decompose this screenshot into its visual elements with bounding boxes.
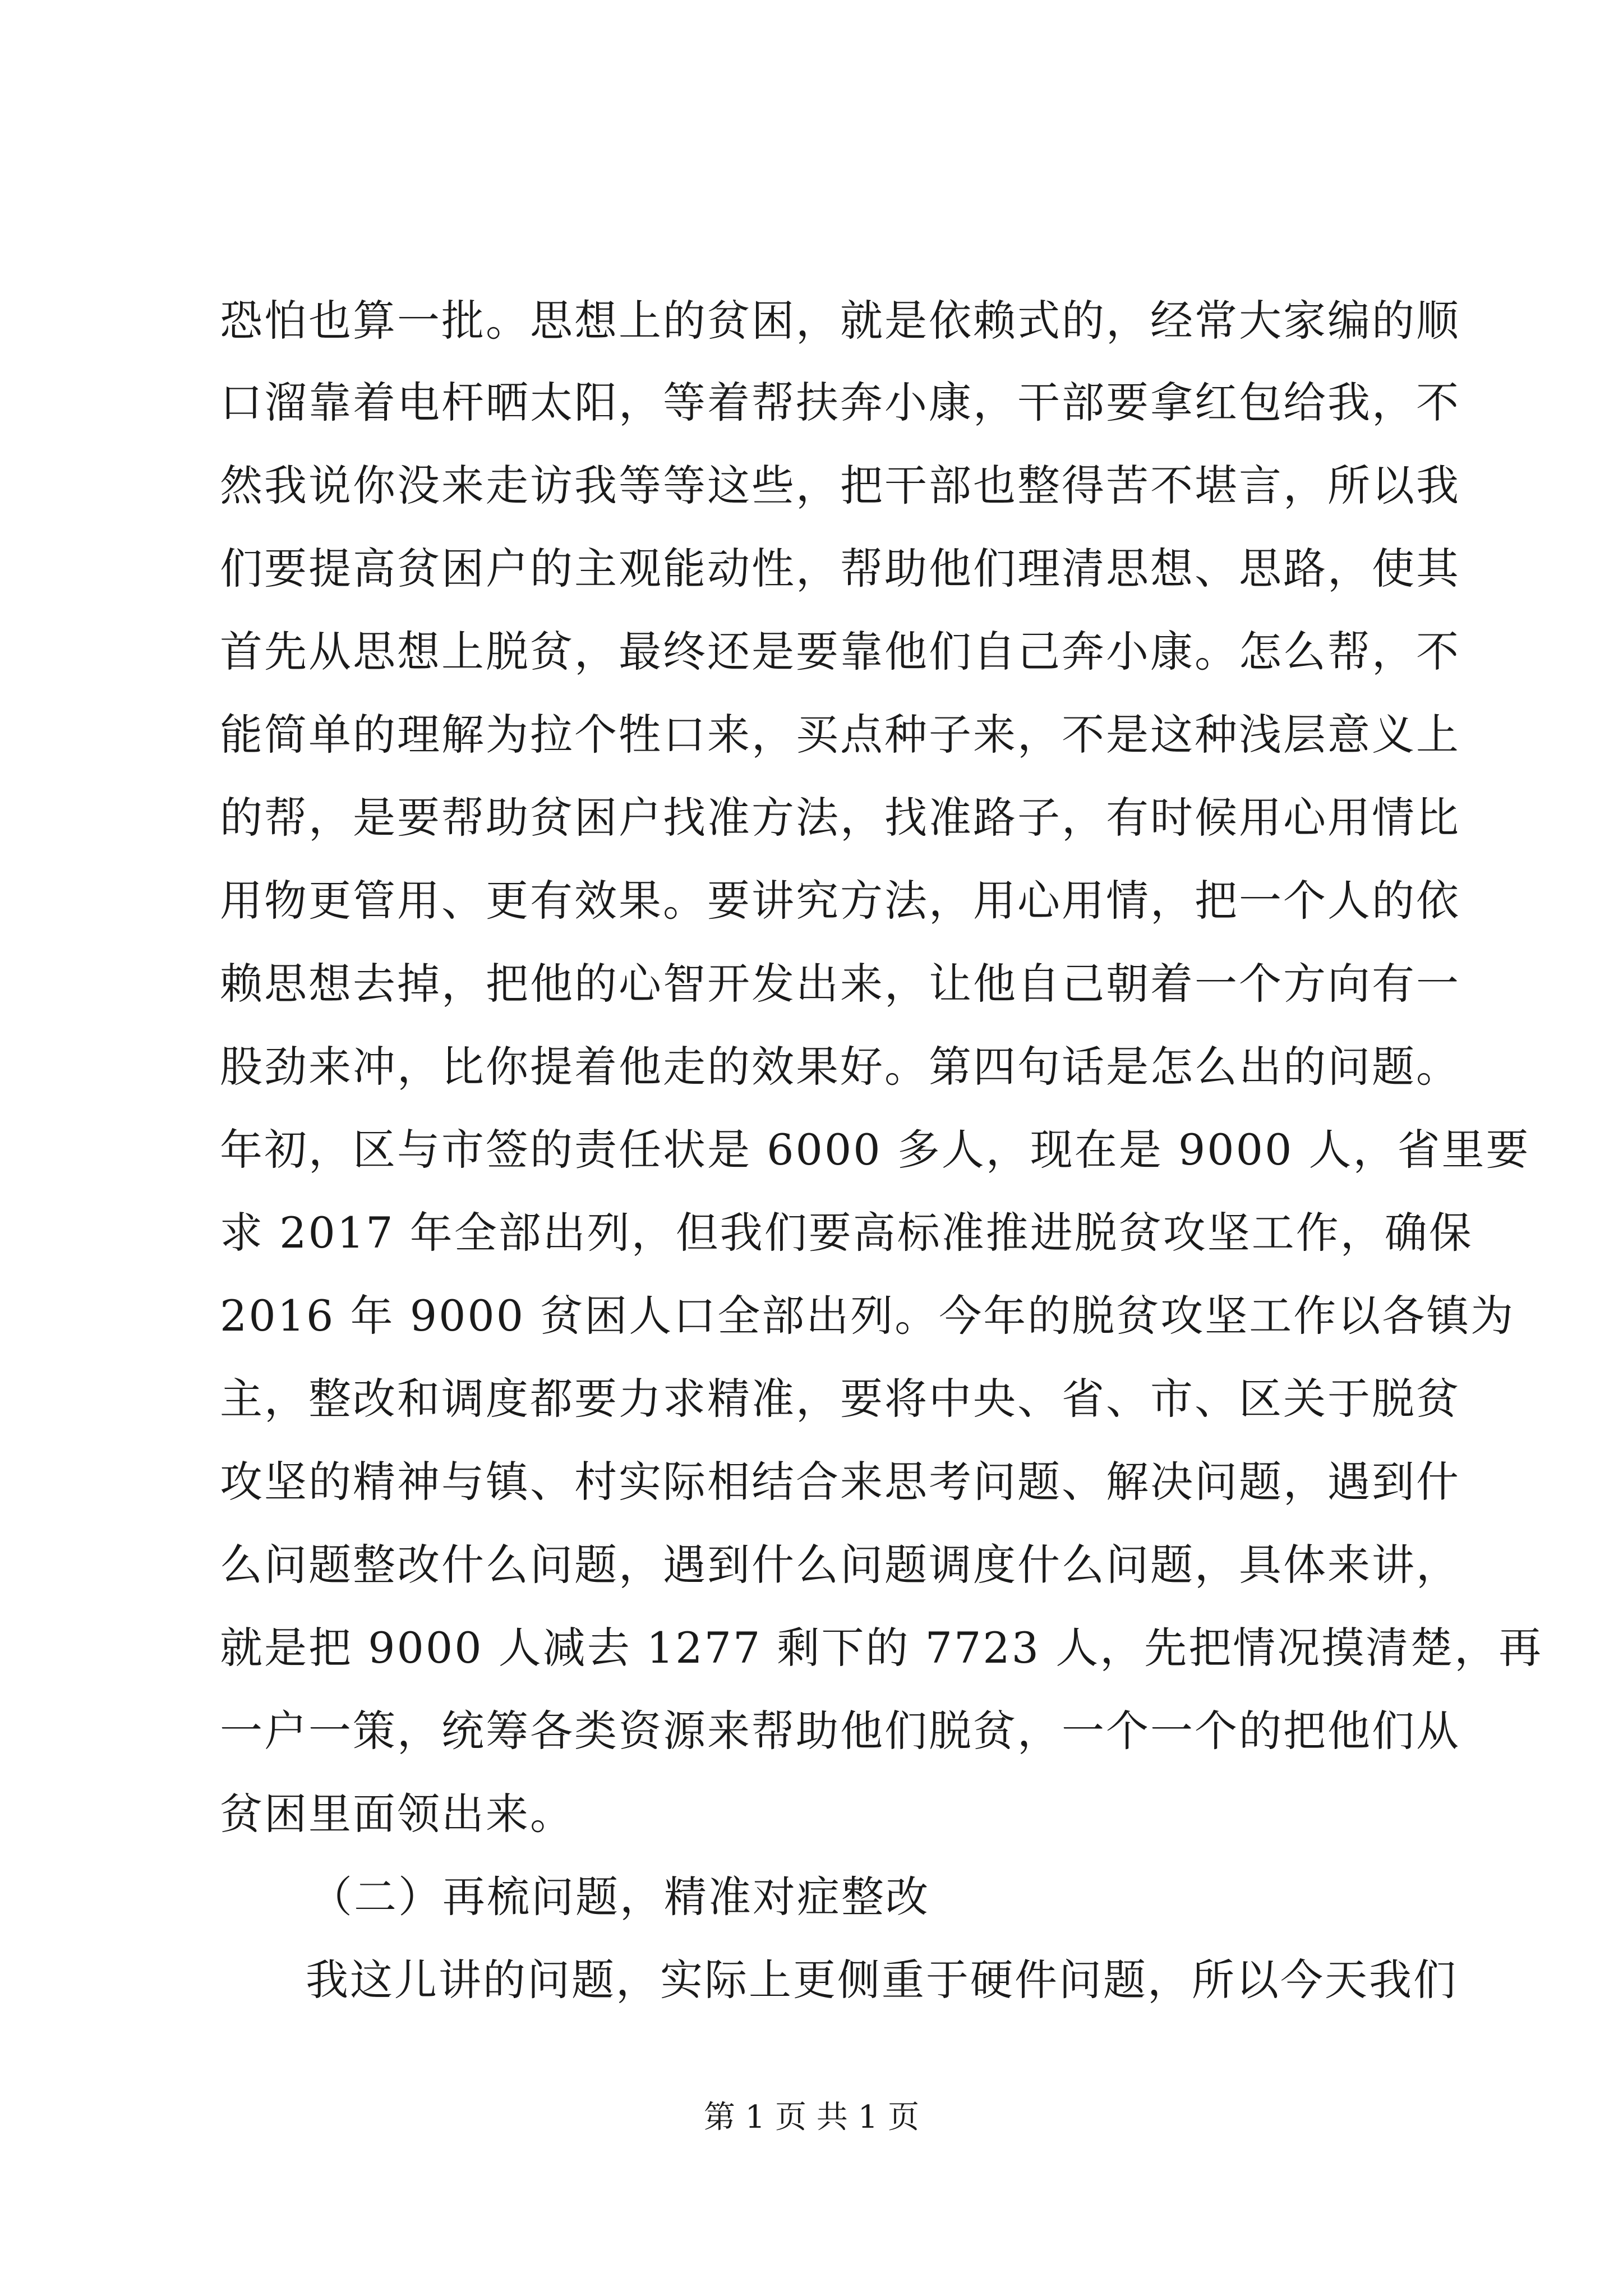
body-line-9: 赖思想去掉，把他的心智开发出来，让他自己朝着一个方向有一 — [220, 959, 1460, 1009]
page-footer: 第 1 页 共 1 页 — [703, 2099, 920, 2136]
paragraph-first-line: 我这儿讲的问题，实际上更侧重于硬件问题，所以今天我们 — [306, 1955, 1458, 2005]
body-line-1: 恐怕也算一批。思想上的贫困，就是依赖式的，经常大家编的顺 — [220, 296, 1460, 346]
body-line-19: 贫困里面领出来。 — [220, 1789, 574, 1839]
body-line-15: 攻坚的精神与镇、村实际相结合来思考问题、解决问题，遇到什 — [220, 1457, 1460, 1507]
body-line-18: 一户一策，统筹各类资源来帮助他们脱贫，一个一个的把他们从 — [220, 1706, 1460, 1756]
body-line-6: 能简单的理解为拉个牲口来，买点种子来，不是这种浅层意义上 — [220, 710, 1460, 760]
body-line-8: 用物更管用、更有效果。要讲究方法，用心用情，把一个人的依 — [220, 876, 1460, 926]
body-line-14: 主，整改和调度都要力求精准，要将中央、省、市、区关于脱贫 — [220, 1374, 1460, 1424]
body-line-2: 口溜靠着电杆晒太阳，等着帮扶奔小康，干部要拿红包给我，不 — [220, 378, 1460, 427]
body-line-5: 首先从思想上脱贫，最终还是要靠他们自己奔小康。怎么帮，不 — [220, 627, 1460, 677]
body-line-4: 们要提高贫困户的主观能动性，帮助他们理清思想、思路，使其 — [220, 544, 1460, 593]
body-line-13: 2016 年 9000 贫困人口全部出列。今年的脱贫攻坚工作以各镇为 — [220, 1291, 1515, 1341]
body-line-16: 么问题整改什么问题，遇到什么问题调度什么问题，具体来讲， — [220, 1540, 1460, 1590]
body-line-10: 股劲来冲，比你提着他走的效果好。第四句话是怎么出的问题。 — [220, 1042, 1460, 1092]
body-line-3: 然我说你没来走访我等等这些，把干部也整得苦不堪言，所以我 — [220, 461, 1460, 510]
body-line-12: 求 2017 年全部出列，但我们要高标准推进脱贫攻坚工作，确保 — [220, 1208, 1473, 1258]
body-line-17: 就是把 9000 人减去 1277 剩下的 7723 人，先把情况摸清楚，再 — [220, 1623, 1543, 1673]
section-heading: （二）再梳问题，精准对症整改 — [310, 1872, 930, 1922]
body-line-11: 年初，区与市签的责任状是 6000 多人，现在是 9000 人，省里要 — [220, 1125, 1530, 1175]
body-line-7: 的帮，是要帮助贫困户找准方法，找准路子，有时候用心用情比 — [220, 793, 1460, 843]
